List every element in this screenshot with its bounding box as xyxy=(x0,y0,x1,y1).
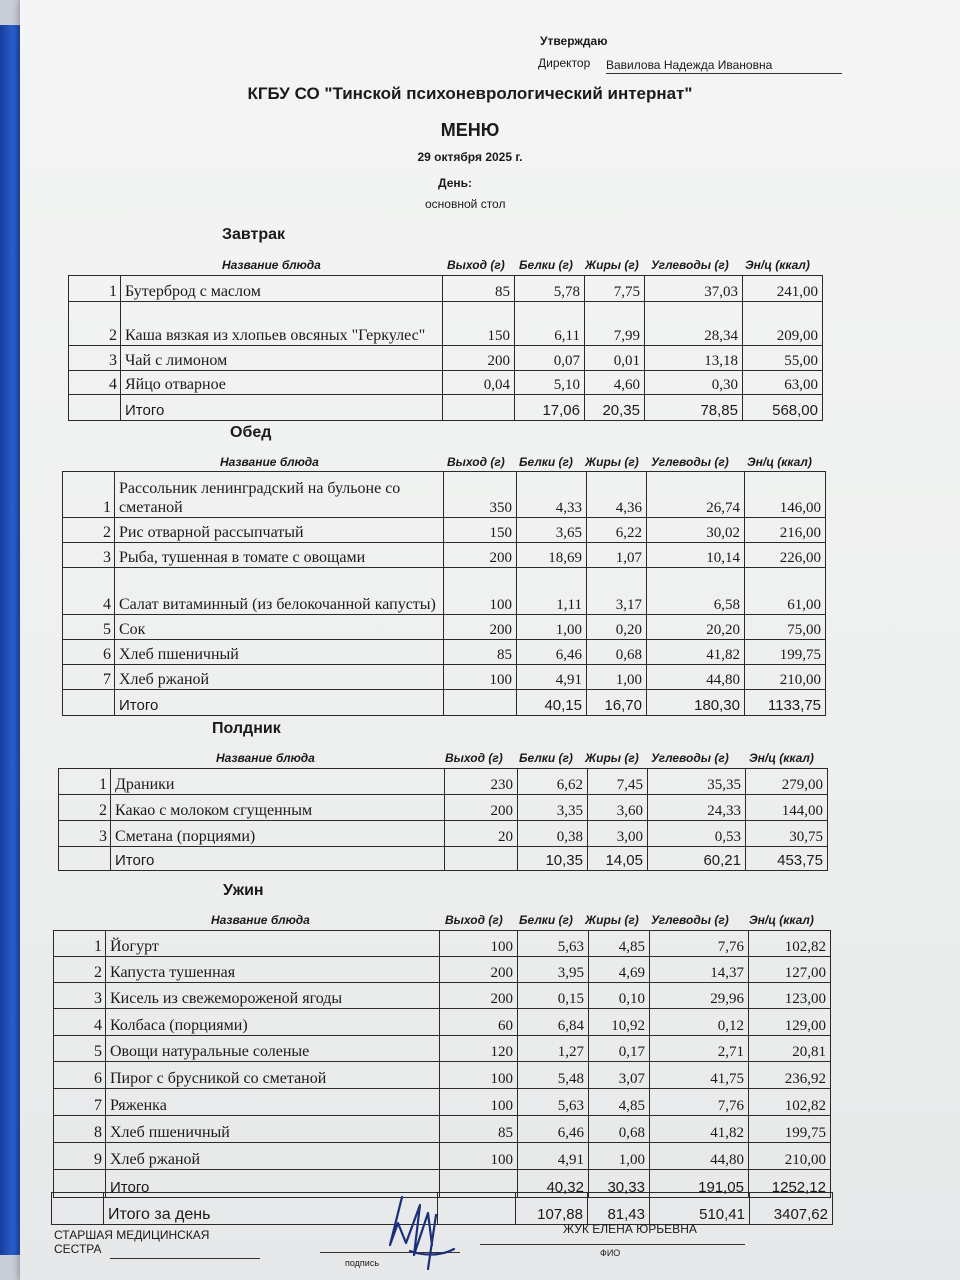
carbs-cell: 7,76 xyxy=(650,1089,749,1116)
table-snack xyxy=(58,768,828,871)
protein-cell: 1,11 xyxy=(517,568,587,615)
table-row xyxy=(63,568,826,615)
carbs-cell: 41,82 xyxy=(647,640,745,665)
col-protein: Белки (г) xyxy=(519,751,573,765)
col-protein: Белки (г) xyxy=(519,913,573,927)
protein-cell: 6,84 xyxy=(518,1009,589,1036)
dish-name: Ряженка xyxy=(106,1089,440,1116)
day-total-label: Итого за день xyxy=(104,1193,438,1225)
dish-name: Чай с лимоном xyxy=(121,346,443,371)
protein-cell: 0,07 xyxy=(515,346,585,371)
table-lunch xyxy=(62,471,826,716)
total-yield-blank xyxy=(443,395,515,421)
column-header-dinner xyxy=(20,913,920,929)
table-row xyxy=(63,665,826,690)
fat-cell: 0,20 xyxy=(587,615,647,640)
energy-cell: 20,81 xyxy=(749,1036,831,1062)
yield-cell: 150 xyxy=(443,302,515,346)
signatory-name: ЖУК ЕЛЕНА ЮРЬЕВНА xyxy=(563,1222,697,1236)
dish-name: Каша вязкая из хлопьев овсяных "Геркулес" xyxy=(121,302,443,346)
carbs-cell: 7,76 xyxy=(650,931,749,957)
total-blank xyxy=(59,847,111,871)
col-fat: Жиры (г) xyxy=(585,455,639,469)
total-fat: 30,33 xyxy=(589,1170,650,1198)
energy-cell: 129,00 xyxy=(749,1009,831,1036)
protein-cell: 5,10 xyxy=(515,371,585,395)
carbs-cell: 35,35 xyxy=(648,769,746,795)
carbs-cell: 44,80 xyxy=(650,1143,749,1170)
energy-cell: 55,00 xyxy=(743,346,823,371)
table-row xyxy=(54,1062,831,1089)
fat-cell: 1,07 xyxy=(587,543,647,568)
total-energy: 1252,12 xyxy=(749,1170,831,1198)
dish-name: Рассольник ленинградский на бульоне со сметаной xyxy=(115,472,444,518)
energy-cell: 199,75 xyxy=(749,1116,831,1143)
dish-name: Хлеб пшеничный xyxy=(106,1116,440,1143)
table-row xyxy=(59,795,828,821)
table-row xyxy=(59,821,828,847)
day-label: День: xyxy=(438,176,472,190)
col-carbs: Углеводы (г) xyxy=(651,455,729,469)
energy-cell: 63,00 xyxy=(743,371,823,395)
fat-cell: 0,01 xyxy=(585,346,645,371)
col-yield: Выход (г) xyxy=(447,258,505,272)
carbs-cell: 0,53 xyxy=(648,821,746,847)
energy-cell: 75,00 xyxy=(745,615,826,640)
energy-cell: 123,00 xyxy=(749,983,831,1009)
total-label: Итого xyxy=(121,395,443,421)
carbs-cell: 2,71 xyxy=(650,1036,749,1062)
total-protein: 40,15 xyxy=(517,690,587,716)
protein-cell: 5,48 xyxy=(518,1062,589,1089)
total-energy: 568,00 xyxy=(743,395,823,421)
yield-cell: 200 xyxy=(443,346,515,371)
total-protein: 17,06 xyxy=(515,395,585,421)
energy-cell: 209,00 xyxy=(743,302,823,346)
carbs-cell: 24,33 xyxy=(648,795,746,821)
protein-cell: 5,63 xyxy=(518,931,589,957)
fat-cell: 7,99 xyxy=(585,302,645,346)
row-number: 2 xyxy=(59,795,111,821)
col-energy: Эн/ц (ккал) xyxy=(749,751,814,765)
col-fat: Жиры (г) xyxy=(585,751,639,765)
fat-cell: 1,00 xyxy=(589,1143,650,1170)
table-breakfast xyxy=(68,275,823,421)
table-row xyxy=(63,472,826,518)
section-title-breakfast: Завтрак xyxy=(222,226,286,243)
fat-cell: 4,69 xyxy=(589,957,650,983)
fat-cell: 3,07 xyxy=(589,1062,650,1089)
carbs-cell: 13,18 xyxy=(645,346,743,371)
total-blank xyxy=(69,395,121,421)
total-row xyxy=(69,395,823,421)
protein-cell: 6,46 xyxy=(518,1116,589,1143)
row-number: 2 xyxy=(54,957,106,983)
blue-binder-edge xyxy=(0,25,22,1255)
row-number: 4 xyxy=(63,568,115,615)
table-row xyxy=(63,543,826,568)
director-label: Директор xyxy=(538,56,591,70)
fat-cell: 10,92 xyxy=(589,1009,650,1036)
section-title-lunch: Обед xyxy=(230,424,272,441)
carbs-cell: 26,74 xyxy=(647,472,745,518)
col-fat: Жиры (г) xyxy=(585,258,639,272)
fat-cell: 4,36 xyxy=(587,472,647,518)
protein-cell: 4,91 xyxy=(517,665,587,690)
col-name: Название блюда xyxy=(222,258,321,272)
col-fat: Жиры (г) xyxy=(585,913,639,927)
row-number: 7 xyxy=(63,665,115,690)
yield-cell: 100 xyxy=(440,1062,518,1089)
table-row xyxy=(54,1089,831,1116)
page-title: МЕНЮ xyxy=(440,120,500,140)
energy-cell: 127,00 xyxy=(749,957,831,983)
table-row xyxy=(63,615,826,640)
row-number: 6 xyxy=(63,640,115,665)
yield-cell: 0,04 xyxy=(443,371,515,395)
protein-cell: 3,65 xyxy=(517,518,587,543)
yield-cell: 100 xyxy=(440,1143,518,1170)
fat-cell: 0,17 xyxy=(589,1036,650,1062)
energy-cell: 61,00 xyxy=(745,568,826,615)
approve-label: Утверждаю xyxy=(540,34,608,48)
total-label: Итого xyxy=(111,847,445,871)
total-yield-blank xyxy=(444,690,517,716)
table-row xyxy=(69,371,823,395)
carbs-cell: 10,14 xyxy=(647,543,745,568)
dish-name: Драники xyxy=(111,769,445,795)
total-row xyxy=(63,690,826,716)
signatory-role xyxy=(54,1228,209,1256)
carbs-cell: 37,03 xyxy=(645,276,743,302)
fat-cell: 0,68 xyxy=(587,640,647,665)
col-name: Название блюда xyxy=(211,913,310,927)
carbs-cell: 28,34 xyxy=(645,302,743,346)
row-number: 2 xyxy=(63,518,115,543)
total-protein: 10,35 xyxy=(518,847,588,871)
row-number: 3 xyxy=(69,346,121,371)
day-total-protein: 107,88 xyxy=(516,1193,588,1225)
yield-cell: 150 xyxy=(444,518,517,543)
table-row xyxy=(54,931,831,957)
yield-cell: 100 xyxy=(440,931,518,957)
energy-cell: 216,00 xyxy=(745,518,826,543)
total-fat: 14,05 xyxy=(588,847,648,871)
yield-cell: 120 xyxy=(440,1036,518,1062)
total-label: Итого xyxy=(115,690,444,716)
col-energy: Эн/ц (ккал) xyxy=(749,913,814,927)
name-underline xyxy=(480,1244,745,1245)
total-label: Итого xyxy=(106,1170,440,1198)
dish-name: Овощи натуральные соленые xyxy=(106,1036,440,1062)
organization-title: КГБУ СО "Тинской психоневрологический интернат" xyxy=(247,84,693,103)
col-protein: Белки (г) xyxy=(519,258,573,272)
col-carbs: Углеводы (г) xyxy=(651,258,729,272)
fat-cell: 6,22 xyxy=(587,518,647,543)
carbs-cell: 44,80 xyxy=(647,665,745,690)
fat-cell: 3,60 xyxy=(588,795,648,821)
yield-cell: 200 xyxy=(440,957,518,983)
role-underline xyxy=(110,1258,260,1259)
fat-cell: 4,85 xyxy=(589,1089,650,1116)
protein-cell: 5,78 xyxy=(515,276,585,302)
carbs-cell: 0,12 xyxy=(650,1009,749,1036)
row-number: 3 xyxy=(54,983,106,1009)
dish-name: Хлеб ржаной xyxy=(115,665,444,690)
energy-cell: 146,00 xyxy=(745,472,826,518)
table-row xyxy=(63,518,826,543)
row-number: 4 xyxy=(69,371,121,395)
row-number: 9 xyxy=(54,1143,106,1170)
dish-name: Сметана (порциями) xyxy=(111,821,445,847)
energy-cell: 102,82 xyxy=(749,931,831,957)
table-type: основной стол xyxy=(425,197,506,211)
col-yield: Выход (г) xyxy=(445,913,503,927)
carbs-cell: 0,30 xyxy=(645,371,743,395)
role-line-2: СЕСТРА xyxy=(54,1242,102,1256)
yield-cell: 200 xyxy=(440,983,518,1009)
row-number: 5 xyxy=(54,1036,106,1062)
yield-cell: 85 xyxy=(444,640,517,665)
dish-name: Яйцо отварное xyxy=(121,371,443,395)
yield-cell: 85 xyxy=(443,276,515,302)
menu-document xyxy=(20,0,960,1280)
col-name: Название блюда xyxy=(220,455,319,469)
fat-cell: 7,75 xyxy=(585,276,645,302)
row-number: 4 xyxy=(54,1009,106,1036)
energy-cell: 241,00 xyxy=(743,276,823,302)
fat-cell: 3,17 xyxy=(587,568,647,615)
energy-cell: 102,82 xyxy=(749,1089,831,1116)
table-dinner xyxy=(53,930,831,1198)
table-row xyxy=(54,1036,831,1062)
fat-cell: 3,00 xyxy=(588,821,648,847)
column-header-snack xyxy=(20,751,920,767)
row-number: 3 xyxy=(63,543,115,568)
section-title-snack: Полдник xyxy=(212,720,281,737)
column-header-breakfast xyxy=(20,258,920,274)
dish-name: Хлеб пшеничный xyxy=(115,640,444,665)
protein-cell: 1,27 xyxy=(518,1036,589,1062)
section-title-dinner: Ужин xyxy=(223,882,264,899)
yield-cell: 200 xyxy=(445,795,518,821)
fat-cell: 7,45 xyxy=(588,769,648,795)
total-carbs: 60,21 xyxy=(648,847,746,871)
energy-cell: 144,00 xyxy=(746,795,828,821)
energy-cell: 210,00 xyxy=(749,1143,831,1170)
yield-cell: 20 xyxy=(445,821,518,847)
total-yield-blank xyxy=(445,847,518,871)
energy-cell: 226,00 xyxy=(745,543,826,568)
carbs-cell: 6,58 xyxy=(647,568,745,615)
menu-date: 29 октября 2025 г. xyxy=(417,150,523,164)
yield-cell: 100 xyxy=(444,665,517,690)
yield-cell: 60 xyxy=(440,1009,518,1036)
fat-cell: 0,68 xyxy=(589,1116,650,1143)
table-row xyxy=(54,1009,831,1036)
protein-cell: 4,33 xyxy=(517,472,587,518)
director-name: Вавилова Надежда Ивановна xyxy=(606,58,842,74)
dish-name: Хлеб ржаной xyxy=(106,1143,440,1170)
dish-name: Пирог с брусникой со сметаной xyxy=(106,1062,440,1089)
protein-cell: 0,38 xyxy=(518,821,588,847)
row-number: 1 xyxy=(59,769,111,795)
col-carbs: Углеводы (г) xyxy=(651,751,729,765)
protein-cell: 0,15 xyxy=(518,983,589,1009)
total-carbs: 78,85 xyxy=(645,395,743,421)
row-number: 7 xyxy=(54,1089,106,1116)
total-row xyxy=(59,847,828,871)
dish-name: Рыба, тушенная в томате с овощами xyxy=(115,543,444,568)
day-total-carbs: 510,41 xyxy=(650,1193,750,1225)
column-header-lunch xyxy=(20,455,920,471)
fat-cell: 1,00 xyxy=(587,665,647,690)
row-number: 2 xyxy=(69,302,121,346)
protein-cell: 18,69 xyxy=(517,543,587,568)
col-energy: Эн/ц (ккал) xyxy=(745,258,810,272)
total-energy: 1133,75 xyxy=(745,690,826,716)
table-row xyxy=(63,640,826,665)
protein-cell: 6,46 xyxy=(517,640,587,665)
table-row xyxy=(54,1143,831,1170)
day-total-fat: 81,43 xyxy=(588,1193,650,1225)
yield-cell: 100 xyxy=(444,568,517,615)
total-blank xyxy=(63,690,115,716)
total-carbs: 180,30 xyxy=(647,690,745,716)
yield-cell: 230 xyxy=(445,769,518,795)
carbs-cell: 30,02 xyxy=(647,518,745,543)
dish-name: Сок xyxy=(115,615,444,640)
row-number: 1 xyxy=(69,276,121,302)
col-energy: Эн/ц (ккал) xyxy=(747,455,812,469)
col-protein: Белки (г) xyxy=(519,455,573,469)
row-number: 1 xyxy=(54,931,106,957)
total-fat: 20,35 xyxy=(585,395,645,421)
col-yield: Выход (г) xyxy=(447,455,505,469)
fat-cell: 4,85 xyxy=(589,931,650,957)
dish-name: Какао с молоком сгущенным xyxy=(111,795,445,821)
dish-name: Салат витаминный (из белокочанной капусты) xyxy=(115,568,444,615)
protein-cell: 6,11 xyxy=(515,302,585,346)
energy-cell: 199,75 xyxy=(745,640,826,665)
fio-label: ФИО xyxy=(600,1248,621,1258)
protein-cell: 3,95 xyxy=(518,957,589,983)
row-number: 8 xyxy=(54,1116,106,1143)
col-name: Название блюда xyxy=(216,751,315,765)
yield-cell: 85 xyxy=(440,1116,518,1143)
row-number: 1 xyxy=(63,472,115,518)
col-yield: Выход (г) xyxy=(445,751,503,765)
dish-name: Йогурт xyxy=(106,931,440,957)
role-line-1: СТАРШАЯ МЕДИЦИНСКАЯ xyxy=(54,1228,210,1242)
total-protein: 40,32 xyxy=(518,1170,589,1198)
table-row xyxy=(69,346,823,371)
yield-cell: 100 xyxy=(440,1089,518,1116)
yield-cell: 350 xyxy=(444,472,517,518)
total-carbs: 191,05 xyxy=(650,1170,749,1198)
energy-cell: 210,00 xyxy=(745,665,826,690)
protein-cell: 3,35 xyxy=(518,795,588,821)
table-row xyxy=(69,302,823,346)
table-row xyxy=(54,957,831,983)
total-blank xyxy=(52,1193,104,1225)
total-fat: 16,70 xyxy=(587,690,647,716)
protein-cell: 1,00 xyxy=(517,615,587,640)
handwritten-signature xyxy=(380,1185,460,1280)
day-total-energy: 3407,62 xyxy=(750,1193,833,1225)
protein-cell: 4,91 xyxy=(518,1143,589,1170)
energy-cell: 30,75 xyxy=(746,821,828,847)
table-row xyxy=(59,769,828,795)
total-energy: 453,75 xyxy=(746,847,828,871)
energy-cell: 279,00 xyxy=(746,769,828,795)
dish-name: Капуста тушенная xyxy=(106,957,440,983)
yield-cell: 200 xyxy=(444,543,517,568)
dish-name: Бутерброд с маслом xyxy=(121,276,443,302)
row-number: 5 xyxy=(63,615,115,640)
table-row xyxy=(69,276,823,302)
signature-label: подпись xyxy=(345,1258,380,1268)
table-row xyxy=(54,983,831,1009)
dish-name: Кисель из свежемороженой ягоды xyxy=(106,983,440,1009)
fat-cell: 4,60 xyxy=(585,371,645,395)
col-carbs: Углеводы (г) xyxy=(651,913,729,927)
energy-cell: 236,92 xyxy=(749,1062,831,1089)
carbs-cell: 41,75 xyxy=(650,1062,749,1089)
carbs-cell: 29,96 xyxy=(650,983,749,1009)
dish-name: Рис отварной рассыпчатый xyxy=(115,518,444,543)
row-number: 6 xyxy=(54,1062,106,1089)
fat-cell: 0,10 xyxy=(589,983,650,1009)
dish-name: Колбаса (порциями) xyxy=(106,1009,440,1036)
protein-cell: 6,62 xyxy=(518,769,588,795)
carbs-cell: 14,37 xyxy=(650,957,749,983)
protein-cell: 5,63 xyxy=(518,1089,589,1116)
carbs-cell: 41,82 xyxy=(650,1116,749,1143)
yield-cell: 200 xyxy=(444,615,517,640)
table-row xyxy=(54,1116,831,1143)
carbs-cell: 20,20 xyxy=(647,615,745,640)
row-number: 3 xyxy=(59,821,111,847)
